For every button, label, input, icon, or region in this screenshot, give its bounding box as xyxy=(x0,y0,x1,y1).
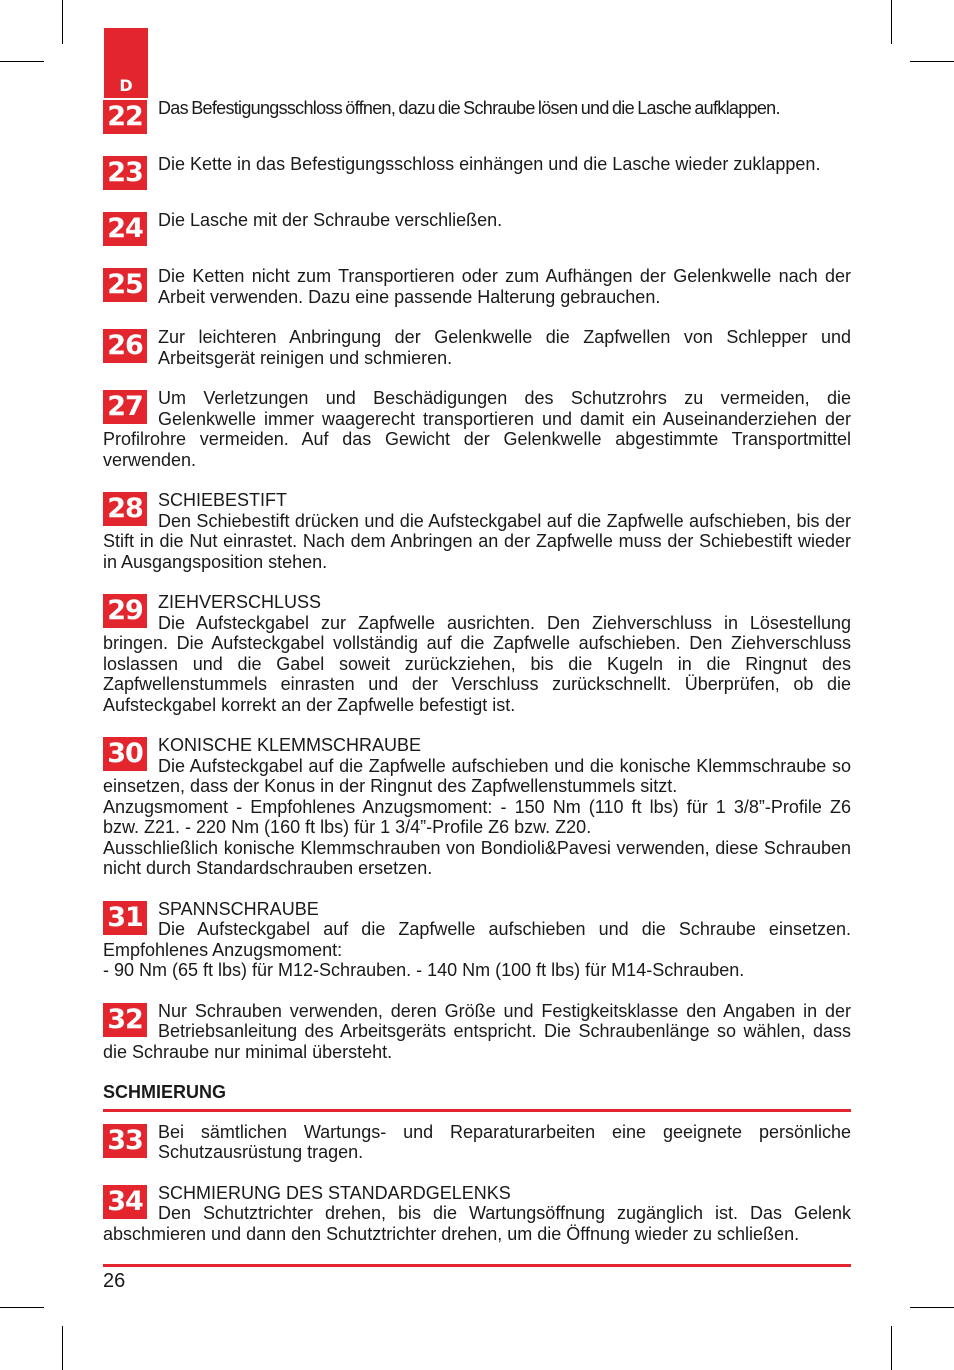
language-tab-label: D xyxy=(119,76,133,95)
step-number: 23 xyxy=(103,156,147,190)
crop-mark xyxy=(62,1326,63,1370)
step-text: Zur leichteren Anbringung der Gelenkwelle die Zapfwellen von Schlepper und Arbeitsgerät reinigen und schmieren. xyxy=(158,327,851,368)
crop-mark xyxy=(62,0,63,44)
step-number: 29 xyxy=(103,594,147,628)
step-text: Nur Schrauben verwenden, deren Größe und Festigkeitsklasse den Angaben in der Betriebsanleitung des Arbeitsgeräts entspricht. Die Schraubenlänge so wählen, dass die Schraube nur minimal übersteht. xyxy=(103,1000,851,1062)
crop-mark xyxy=(0,61,44,62)
step-text: Die Aufsteckgabel zur Zapfwelle ausrichten. Den Ziehverschluss in Lösestellung bringen. Die Aufsteckgabel vollständig auf die Zapfwelle aufschieben. Den Ziehverschluss loslassen und die Gabel soweit zurückziehen, bis die Kugeln in die Ringnut des Zapfwellenstummels einrasten und der Verschluss zurückschnellt. Überprüfen, ob die Aufsteckgabel korrekt an der Zapfwelle befestigt ist. xyxy=(103,612,851,715)
step-32 xyxy=(103,1001,851,1063)
instructions-content xyxy=(103,98,851,1264)
step-text: Anzugsmoment - Empfohlenes Anzugsmoment: - 150 Nm (110 ft lbs) für 1 3/8”-Profile Z6 bzw. Z21. - 220 Nm (160 ft lbs) für 1 3/4”-Profile Z6 bzw. Z20. xyxy=(103,796,851,837)
step-text: - 90 Nm (65 ft lbs) für M12-Schrauben. - 140 Nm (100 ft lbs) für M14-Schrauben. xyxy=(103,960,745,980)
step-31 xyxy=(103,899,851,981)
step-text: Ausschließlich konische Klemmschrauben von Bondioli&Pavesi verwenden, diese Schrauben nicht durch Standardschrauben ersetzen. xyxy=(103,837,851,878)
crop-mark xyxy=(910,1307,954,1308)
step-number: 32 xyxy=(103,1003,147,1037)
step-heading: KONISCHE KLEMMSCHRAUBE xyxy=(158,735,422,755)
step-text: Das Befestigungsschloss öffnen, dazu die Schraube lösen und die Lasche aufklappen. xyxy=(158,98,780,118)
step-24 xyxy=(103,210,851,246)
step-number: 31 xyxy=(103,901,147,935)
step-text: Bei sämtlichen Wartungs- und Reparaturarbeiten eine geeignete persönliche Schutzausrüstung tragen. xyxy=(158,1121,851,1162)
step-26 xyxy=(103,327,851,368)
step-text: Die Kette in das Befestigungsschloss einhängen und die Lasche wieder zuklappen. xyxy=(158,154,821,174)
step-number: 27 xyxy=(103,390,147,424)
step-text: Die Aufsteckgabel auf die Zapfwelle aufschieben und die konische Klemmschraube so einsetzen, dass der Konus in der Ringnut des Zapfwellenstummels sitzt. xyxy=(103,755,851,796)
step-text: Die Ketten nicht zum Transportieren oder zum Aufhängen der Gelenkwelle nach der Arbeit verwenden. Dazu eine passende Halterung gebrauchen. xyxy=(158,266,851,307)
step-text: Um Verletzungen und Beschädigungen des Schutzrohrs zu vermeiden, die Gelenkwelle immer waagerecht transportieren und damit ein Auseinanderziehen der Profilrohre vermeiden. Auf das Gewicht der Gelenkwelle abgestimmte Transportmittel verwenden. xyxy=(103,388,851,470)
footer-rule xyxy=(103,1264,851,1267)
step-30 xyxy=(103,735,851,879)
step-text: Die Lasche mit der Schraube verschließen. xyxy=(158,210,503,230)
step-27 xyxy=(103,388,851,470)
step-number: 22 xyxy=(103,100,147,134)
crop-mark xyxy=(891,0,892,44)
step-23 xyxy=(103,154,851,190)
step-25 xyxy=(103,266,851,307)
step-number: 30 xyxy=(103,737,147,771)
step-number: 33 xyxy=(103,1124,147,1158)
step-text: Die Aufsteckgabel auf die Zapfwelle aufschieben und die Schraube einsetzen. Empfohlenes Anzugsmoment: xyxy=(103,919,851,960)
language-tab xyxy=(104,28,148,98)
step-heading: SCHMIERUNG DES STANDARDGELENKS xyxy=(158,1182,511,1203)
step-number: 34 xyxy=(103,1185,147,1219)
page-number: 26 xyxy=(103,1270,126,1292)
step-number: 24 xyxy=(103,212,147,246)
crop-mark xyxy=(910,61,954,62)
step-heading: SPANNSCHRAUBE xyxy=(158,898,319,919)
step-text: Den Schutztrichter drehen, bis die Wartungsöffnung zugänglich ist. Das Gelenk abschmieren und dann den Schutztrichter drehen, um die Öffnung wieder zu schließen. xyxy=(103,1203,851,1244)
step-34 xyxy=(103,1183,851,1245)
step-33 xyxy=(103,1122,851,1163)
step-number: 28 xyxy=(103,492,147,526)
crop-mark xyxy=(891,1326,892,1370)
step-22 xyxy=(103,98,851,134)
step-29 xyxy=(103,592,851,715)
step-heading: SCHIEBESTIFT xyxy=(158,490,288,510)
step-heading: ZIEHVERSCHLUSS xyxy=(158,592,322,612)
step-28 xyxy=(103,490,851,572)
step-text: Den Schiebestift drücken und die Aufsteckgabel auf die Zapfwelle aufschieben, bis der Stift in die Nut einrastet. Nach dem Anbringen an der Zapfwelle muss der Schiebestift wieder in Ausgangsposition stehen. xyxy=(103,510,851,572)
crop-mark xyxy=(0,1307,44,1308)
step-number: 26 xyxy=(103,329,147,363)
section-title: SCHMIERUNG xyxy=(103,1082,851,1112)
step-number: 25 xyxy=(103,268,147,302)
